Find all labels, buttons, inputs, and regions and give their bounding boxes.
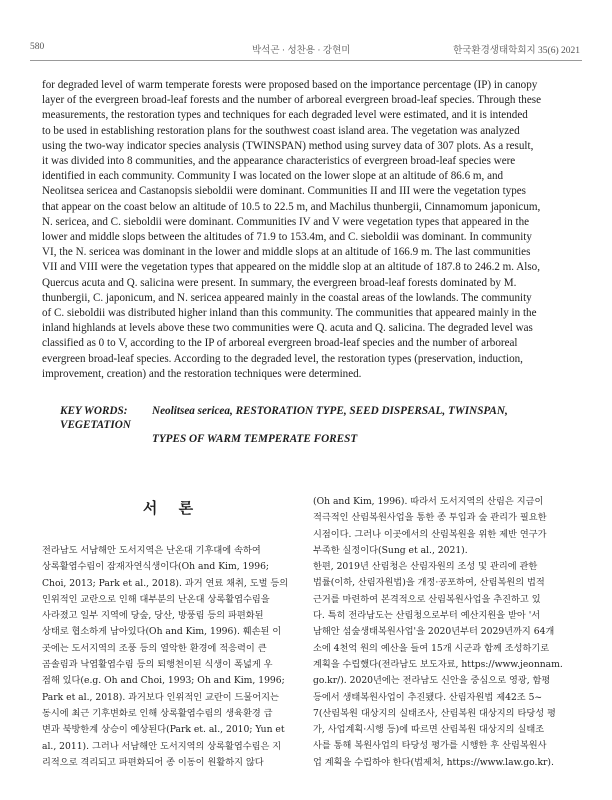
journal-citation: 한국환경생태학회지 35(6) 2021 [453, 46, 580, 56]
running-authors: 박석곤 · 성찬용 · 강현미 [252, 46, 351, 56]
abstract-text: for degraded level of warm temperate forests were proposed based on the importance percentage (IP) in canopy layer of the evergreen broad-leaf forests and the number of arboreal evergreen broad-leaf species. Through these measurements, the restoration types and techniques for each degraded level were estimated, and it is intended to be used in establishing restoration plans for the southwest coast island area. The vegetation was analyzed using the two-way indicator species analysis (TWINSPAN) method using survey data of 307 plots. As a result, it was divided into 8 communities, and the appearance characteristics of evergreen broad-leaf species were identified in each community. Community I was located on the lower slope at an altitude of 86.6 m, and Neolitsea sericea and Castanopsis sieboldii were dominant. Communities II and III were the vegetation types that appear on the coast below an altitude of 10.5 to 22.5 m, and Machilus thunbergii, Cinnamomum japonicum, N. sericea, and C. sieboldii were dominant. Communities IV and V were vegetation types that appeared in the lower and middle slops between the altitudes of 71.9 to 153.4m, and C. sieboldii was dominant. In community VI, the N. sericea was dominant in the lower and middle slops at an altitude of 166.9 m. The last communities VII and VIII were the vegetation types that appeared on the middle slop at an altitude of 187.8 to 246.2 m. Also, Quercus acuta and Q. salicina were present. In summary, the evergreen broad-leaf forests dominated by M. thunbergii, C. japonicum, and N. sericea appeared mainly in the coastal areas of the lowlands. The community of C. sieboldii was distributed higher inland than this community. The communities that appeared mainly in the inland highlands at levels above these two communities were Q. acuta and Q. salicina. The degraded level was classified as 0 to V, according to the IP of arboreal evergreen broad-leaf species and the number of arboreal evergreen broad-leaf species. According to the degraded level, the restoration types (preservation, induction, improvement, creation) and the restoration techniques were determined. [42, 79, 541, 380]
body-column-left: 전라남도 서남해안 도서지역은 난온대 기후대에 속하여 상록활엽수림이 잠재자연식생이다(Oh and Kim, 1996; Choi, 2013; Park et al., 2018). 과거 연료 채취, 도벌 등의 인위적인 교란으로 인해 대부분의 난온대 상록활엽수림을 사라졌고 일부 지역에 당숲, 당산, 방풍림 등의 파편화된 상태로 협소하게 남아있다(Oh and Kim, 1996). 훼손된 이 곳에는 도서지역의 조풍 등의 열악한 환경에 적응력이 큰 곰솔림과 낙엽활엽수림 등의 퇴행천이된 식생이 폭넓게 우 점해 있다(e.g. Oh and Choi, 1993; Oh and Kim, 1996; Park et al., 2018). 과거보다 인위적인 교란이 드물어지는 동시에 최근 기후변화로 인해 상록활엽수림의 생육환경 급 변과 북방한계 상승이 예상된다(Park et. al., 2010; Yun et al., 2011). 그러나 서남해안 도서지역의 상록활엽수림은 지 리적으로 격리되고 파편화되어 종 이동이 원활하지 않다 [42, 545, 289, 768]
page-number: 580 [30, 42, 45, 52]
keywords-label: KEY WORDS: [60, 405, 128, 417]
keywords-line-2: TYPES OF WARM TEMPERATE FOREST [152, 433, 358, 445]
keywords-block [60, 404, 580, 446]
keywords-line-1: Neolitsea sericea, RESTORATION TYPE, SEED DISPERSAL, TWINSPAN, VEGETATION [60, 405, 508, 431]
body-column-right: (Oh and Kim, 1996). 따라서 도서지역의 산림은 지금이 적극적인 산림복원사업을 통한 종 투입과 숲 관리가 필요한 시점이다. 그러나 이곳에서의 산림복원을 위한 제반 연구가 부족한 실정이다(Sung et al., 2021). 한편, 2019년 산림청은 산림자원의 조성 및 관리에 관한 법률(이하, 산림자원법)을 개정·공포하여, 산림복원의 법적 근거를 마련하여 본격적으로 산림복원사업을 추진하고 있 다. 특히 전라남도는 산림청으로부터 예산지원을 받아 '서 남해안 섬숲생태복원사업'을 2020년부터 2029년까지 64개 소에 4천억 원의 예산을 들여 15개 시군과 함께 조성하기로 계획을 수립했다(전라남도 보도자료, https://www.jeonnam. go.kr/). 2020년에는 전라남도 신안을 중심으로 영광, 함평 등에서 생태복원사업이 추진됐다. 산림자원법 제42조 5~ 7(산림복원 대상지의 실태조사, 산림복원 대상지의 타당성 평 가, 사업계획·시행 등)에 따르면 산림복원 대상지의 실태조 사를 통해 복원사업의 타당성 평가를 시행한 후 산림복원사 업 계획을 수립하야 한다(법제처, https://www.law.go.kr). [313, 496, 563, 768]
section-title-introduction: 서 론 [142, 499, 202, 517]
header-rule [30, 60, 582, 61]
